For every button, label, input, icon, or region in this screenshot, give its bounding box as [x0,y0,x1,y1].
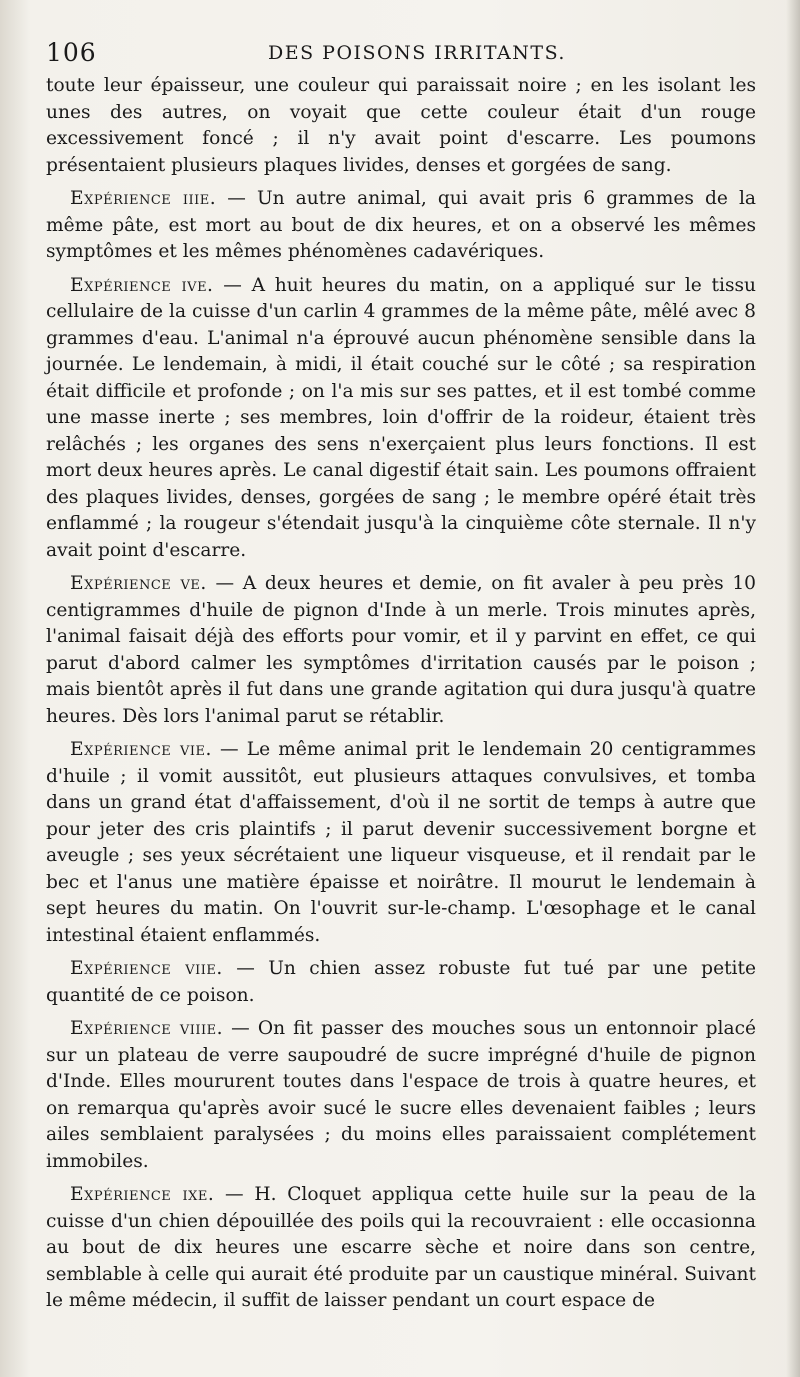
experience-label: Expérience viiie. [70,1018,224,1039]
page-header [46,36,756,70]
experience-label: Expérience viie. [70,958,223,979]
paragraph-experience-5 [46,571,756,730]
running-head: DES POISONS IRRITANTS. [268,42,566,64]
paragraph-experience-8 [46,1016,756,1175]
paragraph-text: — Un chien assez robuste fut tué par une petite quantité de ce poison. [46,958,756,1006]
paragraph-text: — A deux heures et demie, on fit avaler à peu près 10 centigrammes d'huile de pignon d'Inde à un merle. Trois minutes après, l'animal faisait déjà des efforts pour vomir, et il y parvint en effet, ce qui parut d'abord calmer les symptômes d'irritation causés par le poison ; mais bientôt après il fut dans une grande agitation qui dura jusqu'à quatre heures. Dès lors l'animal parut se rétablir. [46,573,756,727]
experience-label: Expérience ive. [70,274,214,296]
paragraph-text: — H. Cloquet appliqua cette huile sur la peau de la cuisse d'un chien dépouillée des poils qui la recouvraient : elle occasionna au bout de dix heures une escarre sèche et noire dans son centre, semblable à celle qui aurait été produite par un caustique minéral. Suivant le même médecin, il suffit de laisser pendant un court espace de [46,1184,756,1311]
experience-label: Expérience iiie. [70,188,217,209]
paragraph-continuation [46,73,756,179]
paragraph-text: toute leur épaisseur, une couleur qui paraissait noire ; en les isolant les unes des autres, on voyait que cette couleur était d'un rouge excessivement foncé ; il n'y avait point d'escarre. Les poumons présentaient plusieurs plaques livides, denses et gorgées de sang. [46,75,756,176]
page-body [46,73,756,1322]
paragraph-text: — On fit passer des mouches sous un entonnoir placé sur un plateau de verre saupoudré de sucre imprégné d'huile de pignon d'Inde. Elles moururent toutes dans l'espace de trois à quatre heures, et on remarqua qu'après avoir sucé le sucre elles devenaient faibles ; leurs ailes semblaient paralysées ; du moins elles paraissaient complétement immobiles. [46,1018,756,1172]
paragraph-experience-7 [46,956,756,1009]
paragraph-experience-4 [46,273,756,565]
paragraph-experience-6 [46,737,756,949]
paragraph-experience-3 [46,186,756,266]
page-gutter-shadow [786,0,800,1377]
paragraph-text: — A huit heures du matin, on a appliqué sur le tissu cellulaire de la cuisse d'un carlin 4 grammes de la même pâte, mêlé avec 8 grammes d'eau. L'animal n'a éprouvé aucun phénomène sensible dans la journée. Le lendemain, à midi, il était couché sur le côté ; sa respiration était difficile et profonde ; on l'a mis sur ses pattes, et il est tombé comme une masse inerte ; ses membres, loin d'offrir de la roideur, étaient très relâchés ; les organes des sens n'exerçaient plus leurs fonctions. Il est mort deux heures après. Le canal digestif était sain. Les poumons offraient des plaques livides, denses, gorgées de sang ; le membre opéré était très enflammé ; la rougeur s'étendait jusqu'à la cinquième côte sternale. Il n'y avait point d'escarre. [46,274,757,561]
experience-label: Expérience ixe. [70,1184,215,1205]
experience-label: Expérience ve. [70,573,207,594]
paragraph-experience-9 [46,1182,756,1315]
experience-label: Expérience vie. [70,739,212,760]
page-number: 106 [46,38,97,67]
paragraph-text: — Le même animal prit le lendemain 20 centigrammes d'huile ; il vomit aussitôt, eut plusieurs attaques convulsives, et tomba dans un grand état d'affaissement, d'où il ne sortit de temps à autre que pour jeter des cris plaintifs ; il parut devenir successivement borgne et aveugle ; ses yeux sécrétaient une liqueur visqueuse, et il rendait par le bec et l'anus une matière épaisse et noirâtre. Il mourut le lendemain à sept heures du matin. On l'ouvrit sur-le-champ. L'œsophage et le canal intestinal étaient enflammés. [46,739,756,946]
paragraph-text: — Un autre animal, qui avait pris 6 grammes de la même pâte, est mort au bout de dix heures, et on a observé les mêmes symptômes et les mêmes phénomènes cadavériques. [46,188,756,262]
